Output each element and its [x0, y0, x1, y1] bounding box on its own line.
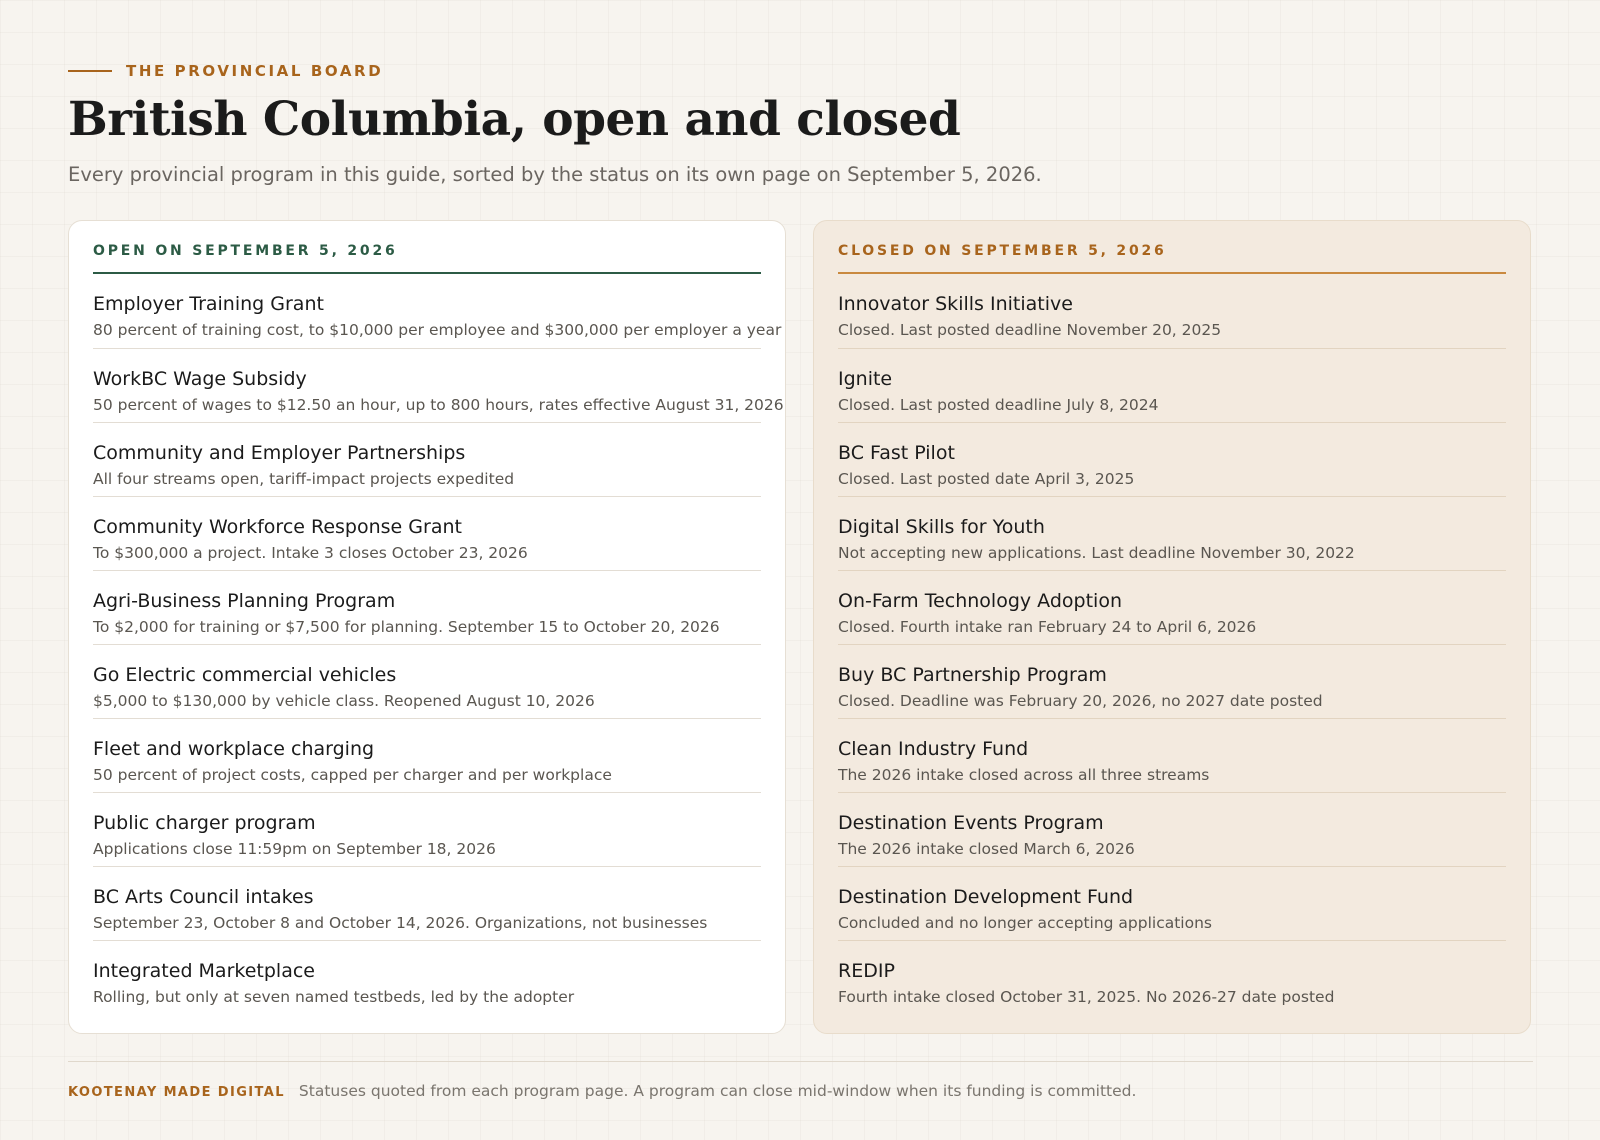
program-name: Destination Development Fund [838, 886, 1134, 908]
program-name: Digital Skills for Youth [838, 516, 1045, 538]
list-item [93, 940, 761, 1014]
list-item [838, 496, 1506, 570]
program-name: Community Workforce Response Grant [93, 516, 462, 538]
program-name: Community and Employer Partnerships [93, 442, 466, 464]
closed-programs-panel [813, 220, 1531, 1034]
program-name: Destination Events Program [838, 812, 1104, 834]
list-item [93, 348, 784, 422]
closed-panel-heading: CLOSED ON SEPTEMBER 5, 2026 [838, 243, 1506, 274]
list-item [838, 644, 1506, 718]
open-programs-panel [68, 220, 786, 1034]
program-status: Closed. Last posted date April 3, 2025 [838, 470, 1135, 488]
footer-brand: KOOTENAY MADE DIGITAL [68, 1085, 285, 1100]
program-status: 80 percent of training cost, to $10,000 per employee and $300,000 per employer a year [93, 321, 782, 339]
program-status: $5,000 to $130,000 by vehicle class. Reopened August 10, 2026 [93, 692, 595, 710]
list-item [93, 792, 761, 866]
list-item [838, 422, 1506, 496]
open-panel-heading: OPEN ON SEPTEMBER 5, 2026 [93, 243, 761, 274]
list-item [93, 866, 761, 940]
eyebrow-rule [68, 70, 112, 72]
program-status: To $2,000 for training or $7,500 for planning. September 15 to October 20, 2026 [93, 618, 720, 636]
program-status: Closed. Deadline was February 20, 2026, no 2027 date posted [838, 692, 1323, 710]
program-name: BC Arts Council intakes [93, 886, 314, 908]
program-status: Fourth intake closed October 31, 2025. No 2026-27 date posted [838, 988, 1335, 1006]
program-name: On-Farm Technology Adoption [838, 590, 1122, 612]
list-item [838, 348, 1506, 422]
program-status: Concluded and no longer accepting applications [838, 914, 1212, 932]
program-name: Employer Training Grant [93, 293, 324, 315]
program-status: Closed. Fourth intake ran February 24 to April 6, 2026 [838, 618, 1257, 636]
list-item [93, 274, 782, 348]
program-name: Integrated Marketplace [93, 960, 315, 982]
eyebrow [68, 62, 383, 80]
program-status: All four streams open, tariff-impact projects expedited [93, 470, 515, 488]
footer [68, 1082, 1136, 1100]
closed-programs-list [838, 274, 1506, 1014]
footer-divider [68, 1061, 1533, 1062]
program-name: Public charger program [93, 812, 316, 834]
footer-note: Statuses quoted from each program page. A program can close mid-window when its funding is committed. [298, 1082, 1137, 1100]
list-item [93, 570, 761, 644]
program-name: WorkBC Wage Subsidy [93, 368, 307, 390]
page-title: British Columbia, open and closed [68, 92, 961, 147]
list-item [93, 422, 761, 496]
list-item [838, 274, 1506, 348]
program-status: September 23, October 8 and October 14, 2026. Organizations, not businesses [93, 914, 708, 932]
program-name: REDIP [838, 960, 895, 982]
program-status: The 2026 intake closed March 6, 2026 [838, 840, 1135, 858]
open-programs-list [93, 274, 784, 1014]
page-subtitle: Every provincial program in this guide, sorted by the status on its own page on September 5, 2026. [68, 163, 1042, 186]
program-name: BC Fast Pilot [838, 442, 955, 464]
program-name: Innovator Skills Initiative [838, 293, 1073, 315]
program-name: Agri-Business Planning Program [93, 590, 396, 612]
program-status: The 2026 intake closed across all three streams [838, 766, 1210, 784]
program-status: 50 percent of project costs, capped per charger and per workplace [93, 766, 612, 784]
list-item [93, 644, 761, 718]
list-item [93, 496, 761, 570]
program-status: 50 percent of wages to $12.50 an hour, up to 800 hours, rates effective August 31, 2026 [93, 396, 784, 414]
program-status: To $300,000 a project. Intake 3 closes October 23, 2026 [93, 544, 528, 562]
list-item [838, 940, 1506, 1014]
list-item [838, 718, 1506, 792]
program-name: Clean Industry Fund [838, 738, 1029, 760]
program-name: Fleet and workplace charging [93, 738, 375, 760]
program-name: Buy BC Partnership Program [838, 664, 1107, 686]
program-status: Closed. Last posted deadline November 20, 2025 [838, 321, 1222, 339]
program-name: Ignite [838, 368, 893, 390]
program-status: Not accepting new applications. Last deadline November 30, 2022 [838, 544, 1355, 562]
list-item [838, 866, 1506, 940]
list-item [93, 718, 761, 792]
program-status: Closed. Last posted deadline July 8, 2024 [838, 396, 1159, 414]
list-item [838, 570, 1506, 644]
eyebrow-text: THE PROVINCIAL BOARD [126, 62, 384, 80]
list-item [838, 792, 1506, 866]
program-status: Applications close 11:59pm on September 18, 2026 [93, 840, 496, 858]
program-status: Rolling, but only at seven named testbeds, led by the adopter [93, 988, 575, 1006]
program-name: Go Electric commercial vehicles [93, 664, 397, 686]
